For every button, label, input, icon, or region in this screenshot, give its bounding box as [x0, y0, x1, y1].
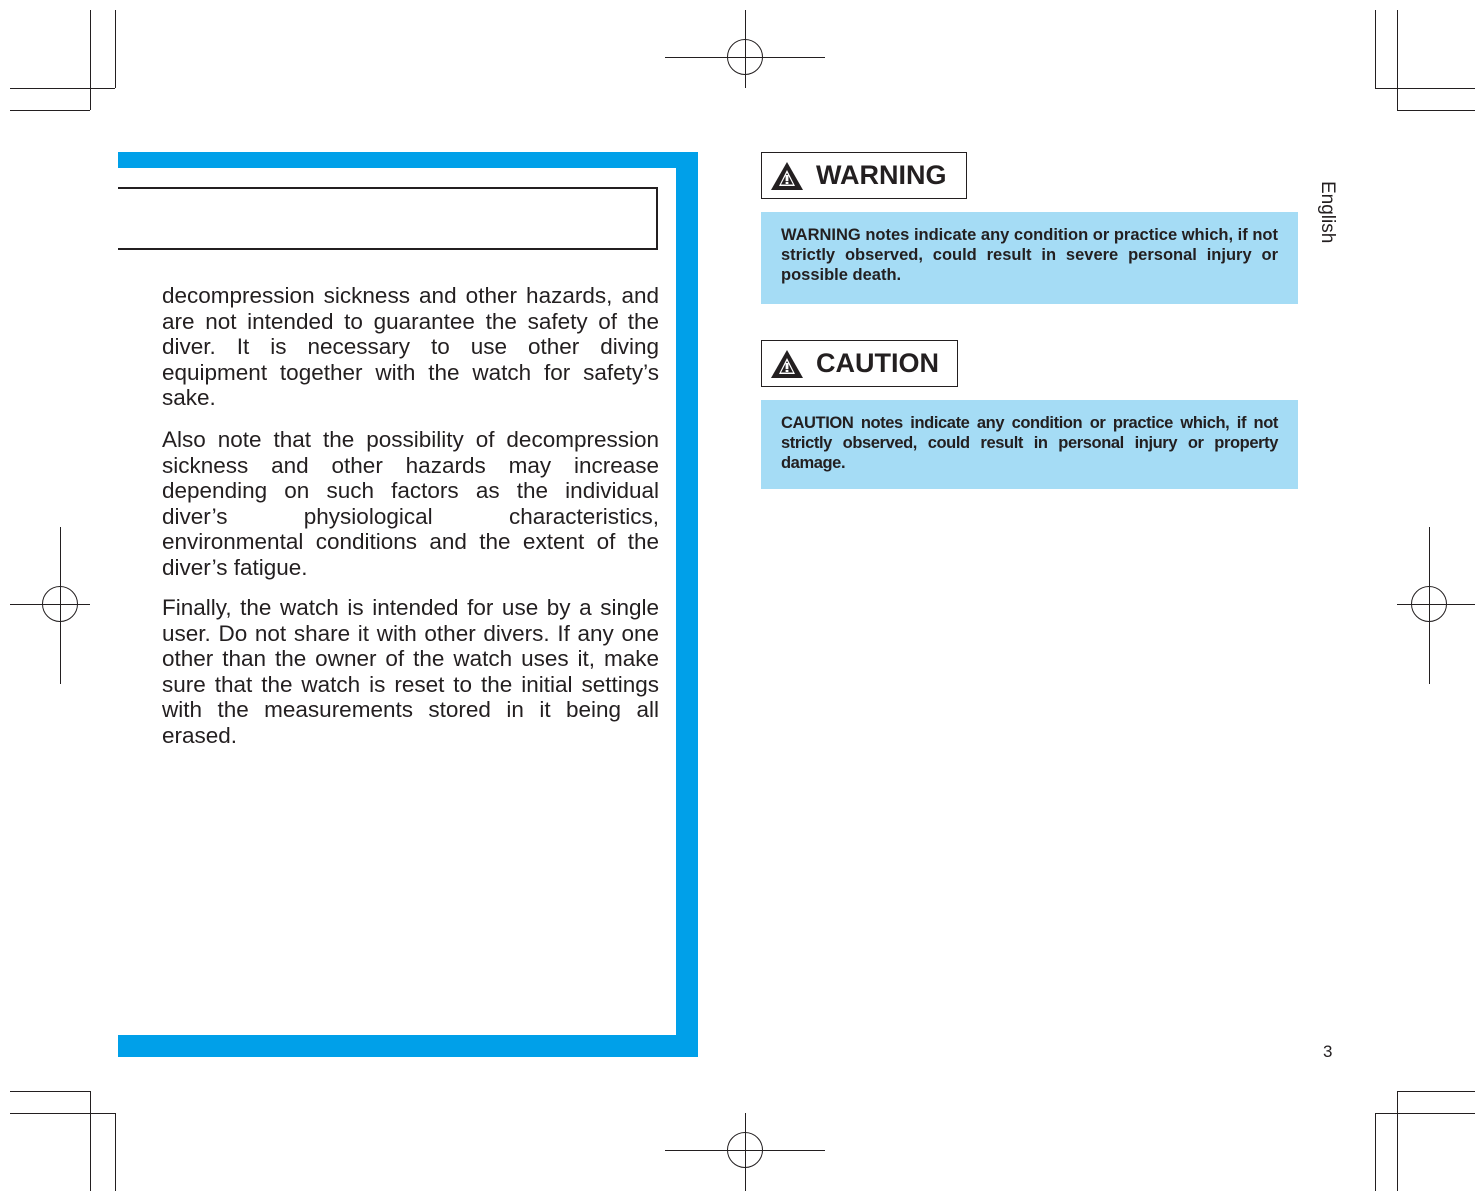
crop-mark: [90, 1091, 91, 1191]
crop-mark: [1375, 88, 1475, 89]
warning-note: [761, 212, 1298, 304]
caution-triangle-icon: [770, 349, 804, 379]
warning-text: WARNING notes indicate any condition or practice which, if not strictly observed, could result in severe personal injury or possible death.: [781, 226, 1278, 284]
warning-heading: [761, 152, 967, 199]
caution-text: CAUTION notes indicate any condition or practice which, if not strictly observed, could result in personal injury or property damage.: [781, 414, 1278, 472]
crop-mark: [115, 10, 116, 88]
crop-mark: [1375, 1113, 1475, 1114]
body-paragraph: decompression sickness and other hazards, and are not intended to guarantee the safety of the diver. It is necessary to use other diving equipment together with the watch for safety’s sake.: [162, 283, 659, 410]
caution-title: CAUTION: [816, 348, 939, 378]
crop-mark: [1397, 1091, 1475, 1092]
blue-frame-top: [118, 152, 698, 168]
crop-mark: [10, 1113, 115, 1114]
crop-mark: [115, 1113, 116, 1191]
crop-mark: [1375, 1113, 1376, 1191]
warning-title: WARNING: [816, 160, 947, 190]
language-tab-label: English: [1317, 181, 1338, 244]
crop-mark: [10, 1091, 90, 1092]
blue-frame-right: [676, 152, 698, 1057]
body-paragraph: Also note that the possibility of decompression sickness and other hazards may increase depending on such factors as the individual diver’s physiological characteristics, environmental conditions and the extent of the diver’s fatigue.: [162, 427, 659, 580]
crop-mark: [1375, 10, 1376, 88]
body-paragraph: Finally, the watch is intended for use by a single user. Do not share it with other divers. If any one other than the owner of the watch uses it, make sure that the watch is reset to the initial settings with the measurements stored in it being all erased.: [162, 595, 659, 748]
crop-mark: [10, 88, 115, 89]
page-number: 3: [1323, 1042, 1333, 1061]
crop-mark: [10, 110, 90, 111]
heading-box: [118, 187, 658, 250]
warning-triangle-icon: [770, 161, 804, 191]
crop-mark: [1397, 110, 1475, 111]
blue-frame-bottom: [118, 1035, 698, 1057]
crop-mark: [1397, 10, 1398, 110]
caution-heading: [761, 340, 958, 387]
caution-note: [761, 400, 1298, 489]
crop-mark: [90, 10, 91, 110]
crop-mark: [1397, 1091, 1398, 1191]
